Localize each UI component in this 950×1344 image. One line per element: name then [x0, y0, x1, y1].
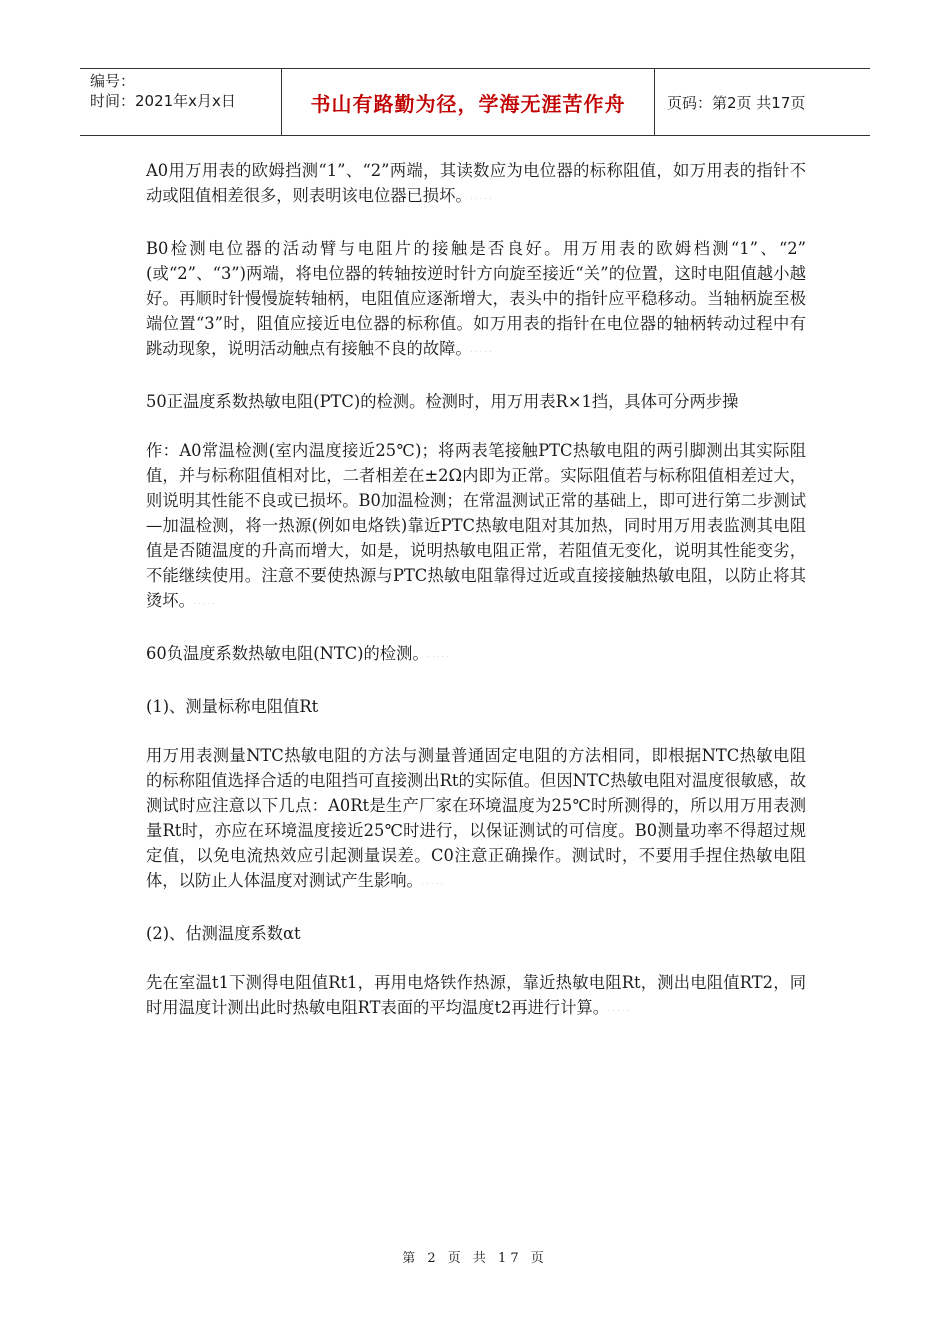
paragraph-1: A0用万用表的欧姆挡测“1”、“2”两端，其读数应为电位器的标称阻值，如万用表的指针不动或阻值相差很多，则表明该电位器已损坏。 ·····	[146, 161, 806, 205]
paragraph-2: B0检测电位器的活动臂与电阻片的接触是否良好。用万用表的欧姆档测“1”、“2” (或“2”、“3”)两端，将电位器的转轴按逆时针方向旋至接近“关”的位置，这时电阻值越小越好。再顺时针慢慢旋转轴柄，电阻值应逐渐增大，表头中的指针应平稳移动。当轴柄旋至极端位置“3”时，阻值应接近电位器的标称值。如万用表的指针在电位器的轴柄转动过程中有跳动现象，说明活动触点有接触不良的故障。 ·····	[146, 239, 806, 358]
paragraph-6: (1)、测量标称电阻值Rt	[146, 697, 319, 716]
document-body	[146, 158, 806, 1048]
paragraph-4: 作：A0常温检测(室内温度接近25℃)；将两表笔接触PTC热敏电阻的两引脚测出其实际阻值，并与标称阻值相对比，二者相差在±2Ω内即为正常。实际阻值若与标称阻值相差过大，则说明其性能不良或已损坏。B0加温检测；在常温测试正常的基础上，即可进行第二步测试—加温检测，将一热源(例如电烙铁)靠近PTC热敏电阻对其加热，同时用万用表监测其电阻值是否随温度的升高而增大，如是，说明热敏电阻正常，若阻值无变化，说明其性能变劣，不能继续使用。注意不要使热源与PTC热敏电阻靠得过近或直接接触热敏电阻，以防止将其烫坏。 ·····	[146, 441, 806, 610]
paragraph-8: (2)、估测温度系数αt	[146, 924, 301, 943]
faint-watermark: ·····	[469, 348, 494, 356]
document-date-label: 时间：2021年x月x日	[90, 92, 236, 110]
header-motto: 书山有路勤为径，学海无涯苦作舟	[282, 69, 655, 135]
faint-watermark: ·····	[420, 880, 445, 888]
header-page-number: 页码：第2页 共17页	[667, 93, 806, 112]
page-footer: 第 2 页 共 17 页	[402, 1251, 548, 1266]
paragraph-7: 用万用表测量NTC热敏电阻的方法与测量普通固定电阻的方法相同，即根据NTC热敏电阻的标称阻值选择合适的电阻挡可直接测出Rt的实际值。但因NTC热敏电阻对温度很敏感，故测试时应注意以下几点：A0Rt是生产厂家在环境温度为25℃时所测得的，所以用万用表测量Rt时，亦应在环境温度接近25℃时进行，以保证测试的可信度。B0测量功率不得超过规定值，以免电流热效应引起测量误差。C0注意正确操作。测试时，不要用手捏住热敏电阻体，以防止人体温度对测试产生影响。 ·····	[146, 746, 806, 890]
paragraph-9: 先在室温t1下测得电阻值Rt1，再用电烙铁作热源，靠近热敏电阻Rt，测出电阻值RT2，同时用温度计测出此时热敏电阻RT表面的平均温度t2再进行计算。 ·····	[146, 973, 806, 1017]
paragraph-3: 50正温度系数热敏电阻(PTC)的检测。检测时，用万用表R×1挡，具体可分两步操	[146, 392, 739, 411]
header-meta	[80, 69, 282, 135]
faint-watermark: ·····	[192, 600, 217, 608]
page-header	[80, 68, 870, 136]
paragraph-5: 60负温度系数热敏电阻(NTC)的检测。 ·····	[146, 644, 451, 663]
faint-watermark: ·····	[606, 1007, 631, 1015]
document-number-label: 编号：	[90, 72, 136, 90]
faint-watermark: ·····	[426, 653, 451, 661]
faint-watermark: ·····	[469, 195, 494, 203]
